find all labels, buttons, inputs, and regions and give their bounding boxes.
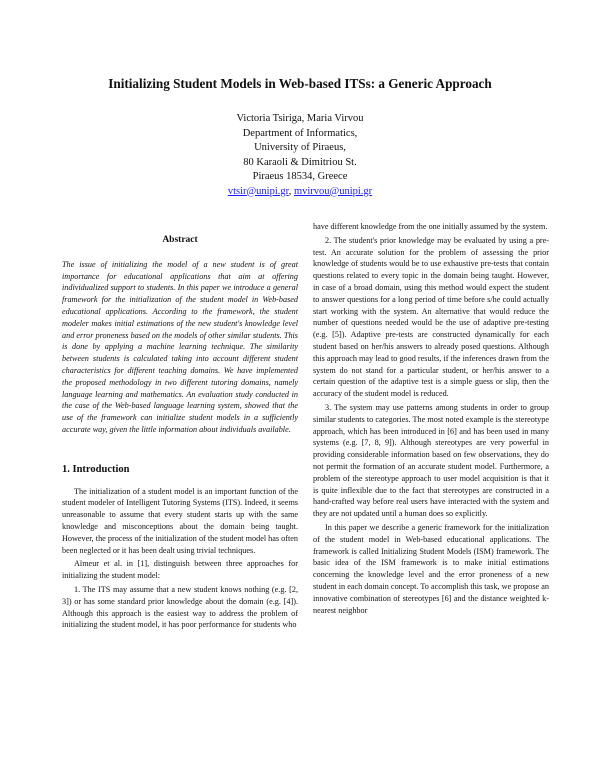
right-paragraph-3: 3. The system may use patterns among students in order to group similar students to categories. The most noted example is the stereotype approach, which has been introduced in [6] and has been used in many systems (e.g. [7, 8, 9]). Although stereotypes are very powerful in providing considerable information based on few observations, they do not permit the formation of an accurate student model. Furthermore, a problem of the stereotype approach to user model acquisition is that it is quite inflexible due to the fact that stereotypes are constructed in a hand-crafted way before real users have interacted with the system and they are not updated until a human does so explicitly. (313, 402, 549, 519)
intro-paragraph-2: Aïmeur et al. in [1], distinguish between three approaches for initializing the student model: (62, 559, 298, 581)
abstract-heading: Abstract (162, 235, 198, 245)
email-link-virvou[interactable]: mvirvou@unipi.gr (293, 185, 373, 197)
right-paragraph-4: In this paper we describe a generic framework for the initialization of the student model in Web-based educational applications. The framework is called Initializing Student Models (ISM) framework. The basic idea of the ISM framework is to make initial estimations concerning the knowledge level and the error proneness of a new student in each domain concept. To accomplish this task, we propose an innovative combination of stereotypes [6] and the distance weighted k-nearest neighbor (313, 522, 549, 615)
paper-title: Initializing Student Models in Web-based ITSs: a Generic Approach (108, 76, 492, 91)
right-paragraph-2: 2. The student's prior knowledge may be evaluated by using a pre-test. An accurate solution for the problem of assessing the prior knowledge of students would be to use exhaustive pre-tests that contain questions related to every topic in the domain being taught. However, in case of a broad domain, using this method would expect the student to answer questions for a long period of time before s/he could actually start working with the system. An alternative that would reduce the number of questions needed would be the use of adaptive pre-testing (e.g. [5]). Adaptive pre-tests are constructed dynamically for each student based on her/his answers to already posed questions. Although this approach may lead to good results, if the inferences drawn from the system do not stand for a particular student, or her/his answer to a certain question of the adaptive test is a simple guess or slip, then the accuracy of the student model is reduced. (313, 235, 549, 399)
author-university: University of Piraeus, (254, 142, 346, 153)
author-city: Piraeus 18534, Greece (252, 171, 348, 182)
author-emails (0, 185, 600, 200)
right-column (313, 221, 549, 616)
abstract-text: The issue of initializing the model of a new student is of great importance for educational applications that aim at offering individualized support to students. In this paper we introduce a general framework for the initialization of the student model in Web-based educational applications. According to the framework, the student modeler makes initial estimations of the new student's knowledge level and error proneness based on the models of other similar students. This is done by applying a machine learning technique. The similarity between students is calculated taking into account different student characteristics for different teaching domains. We have implemented the proposed methodology in two different tutoring domains, namely language learning and mathematics. An evaluation study conducted in the case of the Web-based language learning system, showed that the use of the framework can initialize student models in a sufficiently accurate way, given the little information about individuals available. (62, 259, 298, 434)
author-block (0, 112, 600, 199)
email-separator: , (288, 185, 294, 197)
author-street: 80 Karaoli & Dimitriou St. (243, 156, 357, 168)
author-department: Department of Informatics, (242, 127, 358, 139)
right-paragraph-1: have different knowledge from the one initially assumed by the system. (313, 222, 548, 231)
author-names: Victoria Tsiriga, Maria Virvou (236, 113, 364, 124)
email-link-tsiriga[interactable]: vtsir@unipi.gr (227, 185, 289, 197)
intro-paragraph-1: The initialization of a student model is an important function of the student modeler of Intelligent Tutoring Systems (ITS). Indeed, it seems unreasonable to assume that every student starts up with the same knowledge and misconceptions about the domain being taught. However, the process of the initialization of the student model has often been neglected or it has been dealt using trivial techniques. (62, 486, 298, 555)
section-heading-introduction: 1. Introduction (62, 463, 130, 475)
left-column (62, 218, 298, 631)
intro-paragraph-3: 1. The ITS may assume that a new student knows nothing (e.g. [2, 3]) or has some standard prior knowledge about the domain (e.g. [4]). Although this approach is the easiest way to address the problem of initializing the student model, it has poor performance for students who (62, 584, 298, 630)
